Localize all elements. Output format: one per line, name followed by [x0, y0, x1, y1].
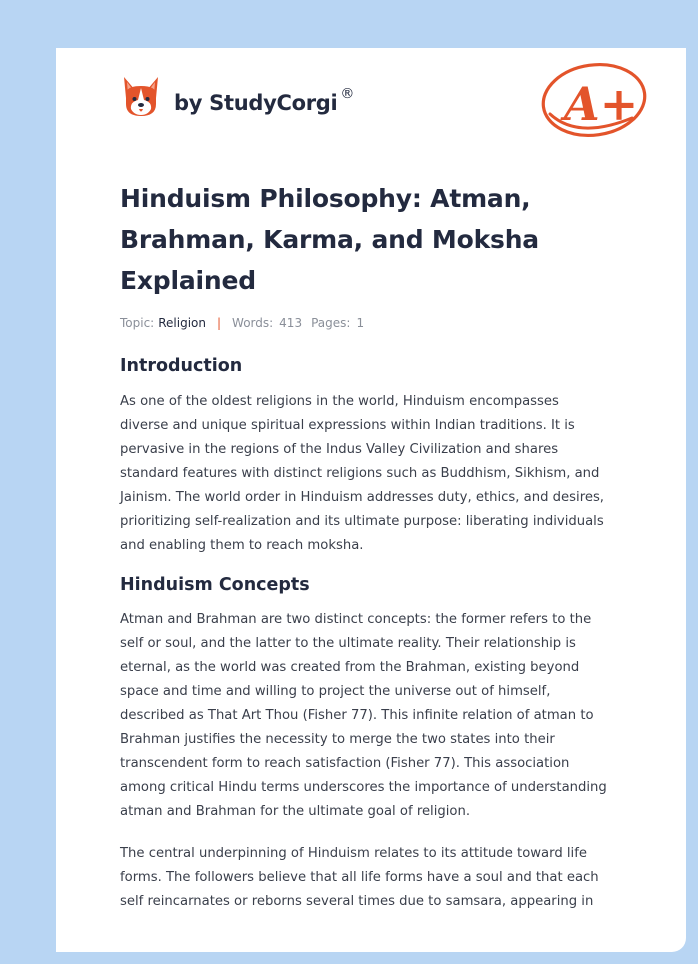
document-meta — [120, 316, 630, 330]
topic-link[interactable]: Religion — [158, 316, 206, 330]
section-heading-introduction: Introduction — [120, 356, 243, 376]
paragraph: As one of the oldest religions in the world, Hinduism encompasses diverse and unique spiritual expressions within Indian traditions. It is pervasive in the regions of the Indus Valley Civilization and shares standard features with distinct religions such as Buddhism, Sikhism, and Jainism. The world order in Hinduism addresses duty, ethics, and desires, prioritizing self-realization and its ultimate purpose: liberating individuals and enabling them to reach moksha. — [120, 394, 605, 553]
document-content — [120, 178, 630, 914]
paragraph: Atman and Brahman are two distinct concepts: the former refers to the self or soul, and the latter to the ultimate reality. Their relationship is eternal, as the world was created from the Brahman, existing beyond space and time and willing to project the universe out of himself, described as That Art Thou (Fisher 77). This infinite relation of atman to Brahman justifies the necessity to merge the two states into their transcendent form to reach satisfaction (Fisher 77). This association among critical Hindu terms underscores the importance of understanding atman and Brahman for the ultimate goal of religion. — [120, 612, 607, 819]
document-title — [120, 178, 630, 301]
document-page — [56, 48, 686, 952]
grade-text: A+ — [564, 77, 639, 131]
pages-count: 1 — [356, 316, 365, 330]
words-label: Words: — [232, 316, 274, 330]
pages-label: Pages: — [311, 316, 351, 330]
title-line: Brahman, Karma, and Moksha — [120, 225, 539, 254]
trademark-symbol: ® — [340, 85, 355, 102]
words-count: 413 — [279, 316, 303, 330]
title-line: Explained — [120, 266, 256, 295]
meta-separator: | — [216, 316, 222, 330]
section-heading-hinduism-concepts: Hinduism Concepts — [120, 575, 310, 595]
paragraph: The central underpinning of Hinduism relates to its attitude toward life forms. The followers believe that all life forms have a soul and that each self reincarnates or reborns several times due to samsara, appearing in — [120, 846, 599, 909]
page-header — [56, 48, 686, 158]
topic-label: Topic: — [120, 316, 155, 330]
brand-name: by StudyCorgi ® — [174, 85, 355, 115]
title-line: Hinduism Philosophy: Atman, — [120, 184, 531, 213]
studycorgi-logo[interactable] — [120, 74, 354, 118]
corgi-logo-icon — [120, 74, 162, 118]
a-plus-badge-icon — [538, 58, 650, 142]
a-plus-badge — [538, 58, 650, 146]
